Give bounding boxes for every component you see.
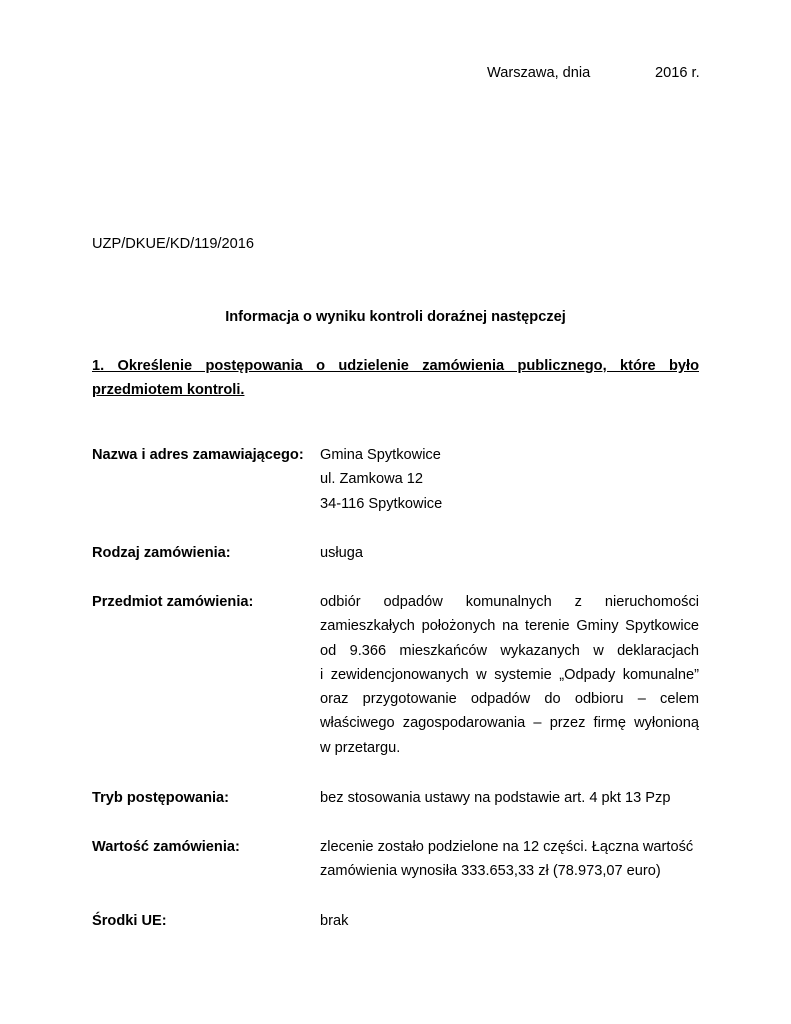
eu-funds-label: Środki UE: — [92, 913, 167, 929]
contract-value-line: zlecenie zostało podzielone na 12 części. Łączna wartość — [320, 839, 694, 855]
procedure-label: Tryb postępowania: — [92, 790, 230, 806]
authority-postcode-city: 34-116 Spytkowice — [320, 495, 443, 512]
subject-line: w przetargu. — [320, 739, 401, 756]
place-date — [487, 61, 699, 85]
contract-type-label: Rodzaj zamówienia: — [92, 545, 231, 561]
contract-value-label: Wartość zamówienia: — [92, 839, 240, 855]
section-1-heading-line-2: przedmiotem kontroli. — [92, 382, 245, 399]
place-date-prefix: Warszawa, dnia — [487, 65, 591, 81]
section-1-heading — [92, 354, 699, 403]
contract-value-line: zamówienia wynosiła 333.653,33 zł (78.973,07 euro) — [320, 863, 661, 880]
subject-line: i zewidencjonowanych w systemie „Odpady komunalne” — [320, 666, 699, 683]
subject-line: od 9.366 mieszkańców wykazanych w deklaracjach — [320, 642, 699, 659]
authority-name: Gmina Spytkowice — [320, 447, 441, 463]
subject-line: odbiór odpadów komunalnych z nieruchomości — [320, 594, 699, 610]
reference-number: UZP/DKUE/KD/119/2016 — [92, 236, 254, 252]
contracting-authority-value — [320, 443, 699, 516]
section-1-heading-line-1: 1. Określenie postępowania o udzielenie zamówienia publicznego, które było — [92, 358, 699, 374]
subject-label: Przedmiot zamówienia: — [92, 594, 254, 610]
document-title: Informacja o wyniku kontroli doraźnej następczej — [225, 309, 566, 325]
eu-funds-value: brak — [320, 913, 349, 929]
subject-line: zamieszkałych położonych na terenie Gminy Spytkowice — [320, 618, 699, 635]
contract-value-value — [320, 835, 699, 884]
contracting-authority-label: Nazwa i adres zamawiającego: — [92, 447, 304, 463]
subject-line: oraz przygotowanie odpadów do odbioru – celem — [320, 691, 699, 708]
authority-street: ul. Zamkowa 12 — [320, 471, 424, 488]
procedure-value: bez stosowania ustawy na podstawie art. 4 pkt 13 Pzp — [320, 790, 671, 806]
place-date-year: 2016 r. — [655, 65, 700, 81]
subject-value — [320, 590, 699, 760]
subject-line: właściwego zagospodarowania – przez firmę wyłonioną — [320, 715, 699, 732]
contract-type-value: usługa — [320, 545, 364, 561]
